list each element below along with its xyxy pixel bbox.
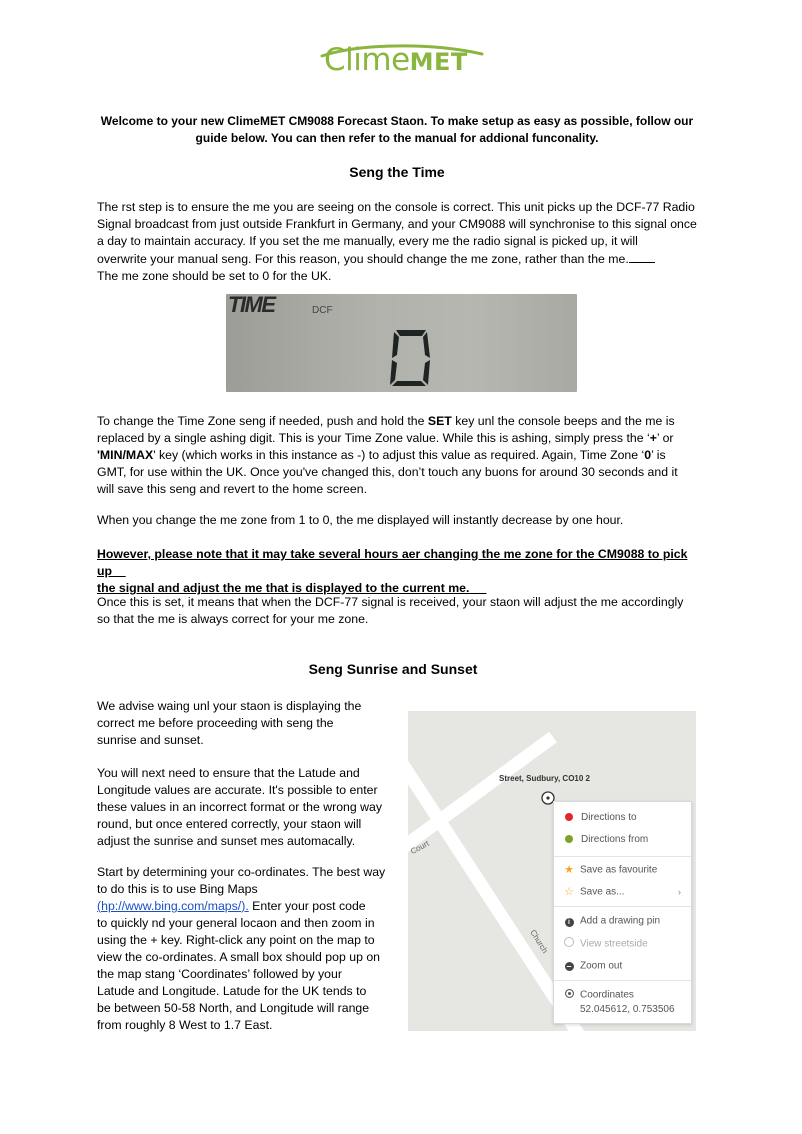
star-outline-icon: ☆ [564,886,574,898]
menu-save-as[interactable]: ☆ Save as... [564,886,625,898]
coordinates-value: 52.045612, 0.753506 [580,1004,675,1015]
time-closing-paragraph: Once this is set, it means that when the DCF-77 signal is received, your staon will adjust the me accordingly so that the me is always correct for your me zone. [97,595,684,626]
submenu-chevron-icon: › [678,887,681,897]
info-pin-icon: i [564,913,574,929]
time-zone-instructions: To change the Time Zone seng if needed, push and hold the SET key unl the console beeps and the me is replaced by a single ashing digit. This is your Time Zone value. While this is ashing, simply press the ‘+’ or 'MIN/MAX' key (which works in this instance as -) to adjust this value as required. Again, Time Zone ‘0’ is GMT, for use within the UK. Once you've changed this, don’t touch any buons for around 30 seconds and it will save this seng and revert to the home screen. [97,414,678,496]
logo-wordmark: ClimeMET [324,42,468,78]
heading-setting-time: Seng the Time [349,164,445,180]
menu-zoom-out[interactable]: – Zoom out [564,958,622,974]
menu-coordinates[interactable]: Coordinates [564,987,634,1003]
map-road-church: Church [528,928,550,955]
time-intro-paragraph: The rst step is to ensure the me you are seeing on the console is correct. This unit picks up the DCF-77 Radio Signal broadcast from just outside Frankfurt in Germany, and your CM9088 will synchronise to this signal once a day to maintain accuracy. If you set the me manually, every me the radio signal is picked up, it will overwrite your manual seng. For this reason, you should change the me zone, rather than the me. The me zone should be set to 0 for the UK. [97,200,697,283]
map-context-menu [553,801,692,1024]
map-road-court: Court [409,838,431,857]
bing-maps-link[interactable]: (hp://www.bing.com/maps/). [97,899,249,913]
streetside-icon [564,936,574,952]
sunrise-advice-paragraph: We advise waing unl your staon is displaying the correct me before proceeding with seng the sunrise and sunset. [97,699,362,747]
star-filled-icon: ★ [564,864,574,876]
heading-sunrise-sunset: Seng Sunrise and Sunset [308,661,478,677]
red-dot-icon [565,813,573,821]
map-street-label: Street, Sudbury, CO10 2 [499,774,590,783]
green-dot-icon [565,835,573,843]
lcd-display-photo [226,294,577,392]
menu-directions-from[interactable]: Directions from [564,832,648,848]
menu-view-streetside: View streetside [564,936,648,952]
menu-save-favourite[interactable]: ★ Save as favourite [564,864,658,876]
time-warning: However, please note that it may take several hours aer changing the me zone for the CM9088 to pick up the signal and adjust the me that is displayed to the current me. [97,547,688,595]
menu-add-pin[interactable]: i Add a drawing pin [564,913,660,929]
climemet-logo [318,44,486,94]
lcd-digit-zero [388,328,432,388]
lcd-dcf-label: DCF [312,305,333,316]
bing-map-screenshot [408,711,696,1031]
lcd-time-label: TIME [228,294,275,317]
lat-long-paragraph: You will next need to ensure that the Latude and Longitude values are accurate. It's possible to enter these values in an incorrect format or the wrong way round, but once entered correctly, your staon will adjust the sunrise and sunset mes automacally. [97,766,383,848]
coordinates-instructions: Start by determining your co-ordinates. The best way to do this is to use Bing Maps (hp://www.bing.com/maps/). Enter your post code to quickly nd your general locaon and then zoom in using the + key. Right-click any point on the map to view the co-ordinates. A small box should pop up on the map stang ‘Coordinates’ followed by your Latude and Longitude. Latude for the UK tends to be between 50-58 North, and Longitude will range from roughly 8 West to 1.7 East. [97,865,386,1032]
welcome-text: Welcome to your new ClimeMET CM9088 Forecast Staon. To make setup as easy as possible, follow our guide below. You can then refer to the manual for addional funconality. [100,114,694,145]
time-change-note: When you change the me zone from 1 to 0, the me displayed will instantly decrease by one hour. [97,513,624,527]
menu-directions-to[interactable]: Directions to [564,810,637,826]
zoom-out-icon: – [566,961,572,971]
target-icon [564,987,574,1003]
